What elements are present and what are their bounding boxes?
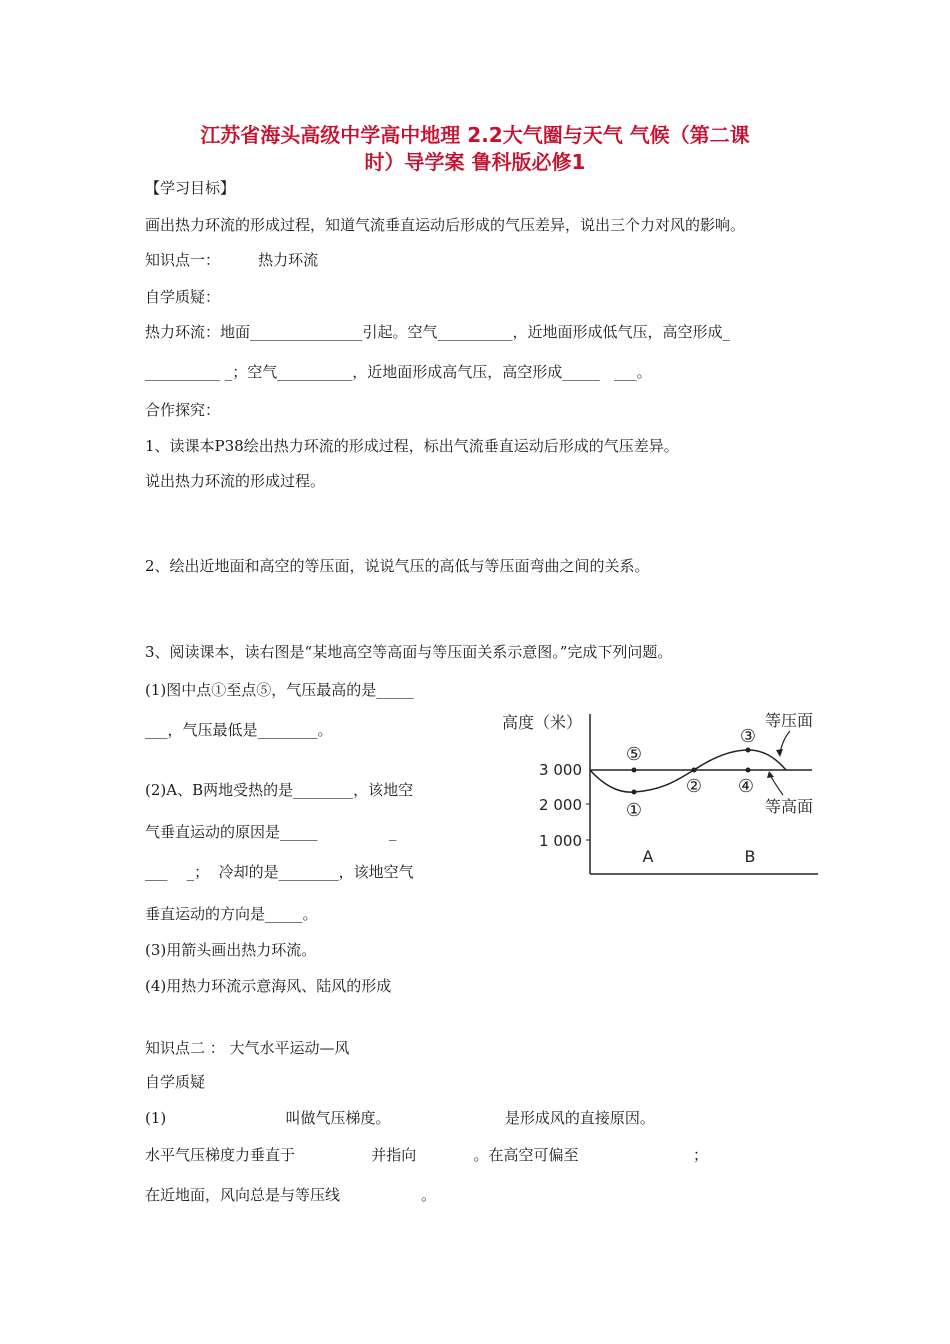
self-study-heading-2: 自学质疑 (145, 1073, 206, 1091)
question-3-1b: ___，气压最低是________。 (145, 721, 333, 739)
question-3-1a: (1)图中点①至点⑤，气压最高的是_____ (145, 681, 414, 699)
question-3-2c: ___ _； 冷却的是________，该地空气 (145, 863, 414, 881)
isobar-diagram (490, 700, 835, 885)
knowledge-point-1: 知识点一： 热力环流 (145, 251, 319, 269)
question-3-3: (3)用箭头画出热力环流。 (145, 941, 317, 959)
title-line-2: 时）导学案 鲁科版必修1 (364, 150, 586, 174)
point-4-dot (746, 768, 751, 773)
point-3-dot (746, 748, 751, 753)
y-axis-label: 高度（米） (502, 713, 583, 732)
point-5-label: ⑤ (625, 744, 643, 765)
title-line-1: 江苏省海头高级中学高中地理 2.2大气圈与天气 气候（第二课 (200, 123, 750, 147)
question-3-4: (4)用热力环流示意海风、陆风的形成 (145, 977, 392, 995)
question-2: 2、绘出近地面和高空的等压面，说说气压的高低与等压面弯曲之间的关系。 (145, 557, 650, 575)
document-title (140, 122, 810, 176)
point-2-dot (692, 768, 697, 773)
thermal-fill-line-1: 热力环流：地面_______________引起。空气__________，近地面形成低气压，高空形成_ (145, 323, 731, 341)
knowledge-point-2: 知识点二 ： 大气水平运动—风 (145, 1039, 350, 1057)
cooperative-heading: 合作探究： (145, 401, 221, 419)
contour-pointer (770, 775, 783, 795)
isobar-label: 等压面 (765, 711, 814, 730)
point-3-label: ③ (739, 726, 757, 747)
wind-line-3: 在近地面，风向总是与等压线 。 (145, 1186, 437, 1204)
isobar-pointer (780, 731, 790, 752)
question-1b: 说出热力环流的形成过程。 (145, 472, 326, 490)
question-3: 3、阅读课本，读右图是“某地高空等高面与等压面关系示意图。”完成下列问题。 (145, 643, 673, 661)
isobar-arrowhead (776, 749, 783, 757)
point-4-label: ④ (737, 776, 755, 797)
question-3-2b: 气垂直运动的原因是_____ _ (145, 823, 397, 841)
location-a-label: A (642, 847, 654, 866)
contour-label: 等高面 (765, 797, 814, 816)
point-2-label: ② (685, 776, 703, 797)
point-5-dot (632, 768, 637, 773)
goal-text: 画出热力环流的形成过程，知道气流垂直运动后形成的气压差异，说出三个力对风的影响。 (145, 216, 746, 234)
tick-label-3000: 3 000 (539, 761, 582, 779)
point-1-dot (632, 790, 637, 795)
section-learning-goal: 【学习目标】 (145, 179, 236, 197)
wind-line-1: (1) 叫做气压梯度。 是形成风的直接原因。 (145, 1109, 655, 1127)
point-1-label: ① (625, 800, 643, 821)
tick-label-2000: 2 000 (539, 796, 582, 814)
thermal-fill-line-2: __________ _；空气__________，近地面形成高气压，高空形成_____ ___。 (145, 363, 652, 381)
self-study-heading-1: 自学质疑： (145, 288, 221, 306)
tick-label-1000: 1 000 (539, 832, 582, 850)
wind-line-2: 水平气压梯度力垂直于 并指向 。在高空可偏至 ； (145, 1146, 708, 1164)
question-3-2d: 垂直运动的方向是_____。 (145, 905, 318, 923)
location-b-label: B (744, 847, 756, 866)
question-1: 1、读课本P38绘出热力环流的形成过程，标出气流垂直运动后形成的气压差异。 (145, 437, 679, 455)
question-3-2a: (2)A、B两地受热的是________，该地空 (145, 781, 414, 799)
contour-arrowhead (767, 771, 774, 778)
